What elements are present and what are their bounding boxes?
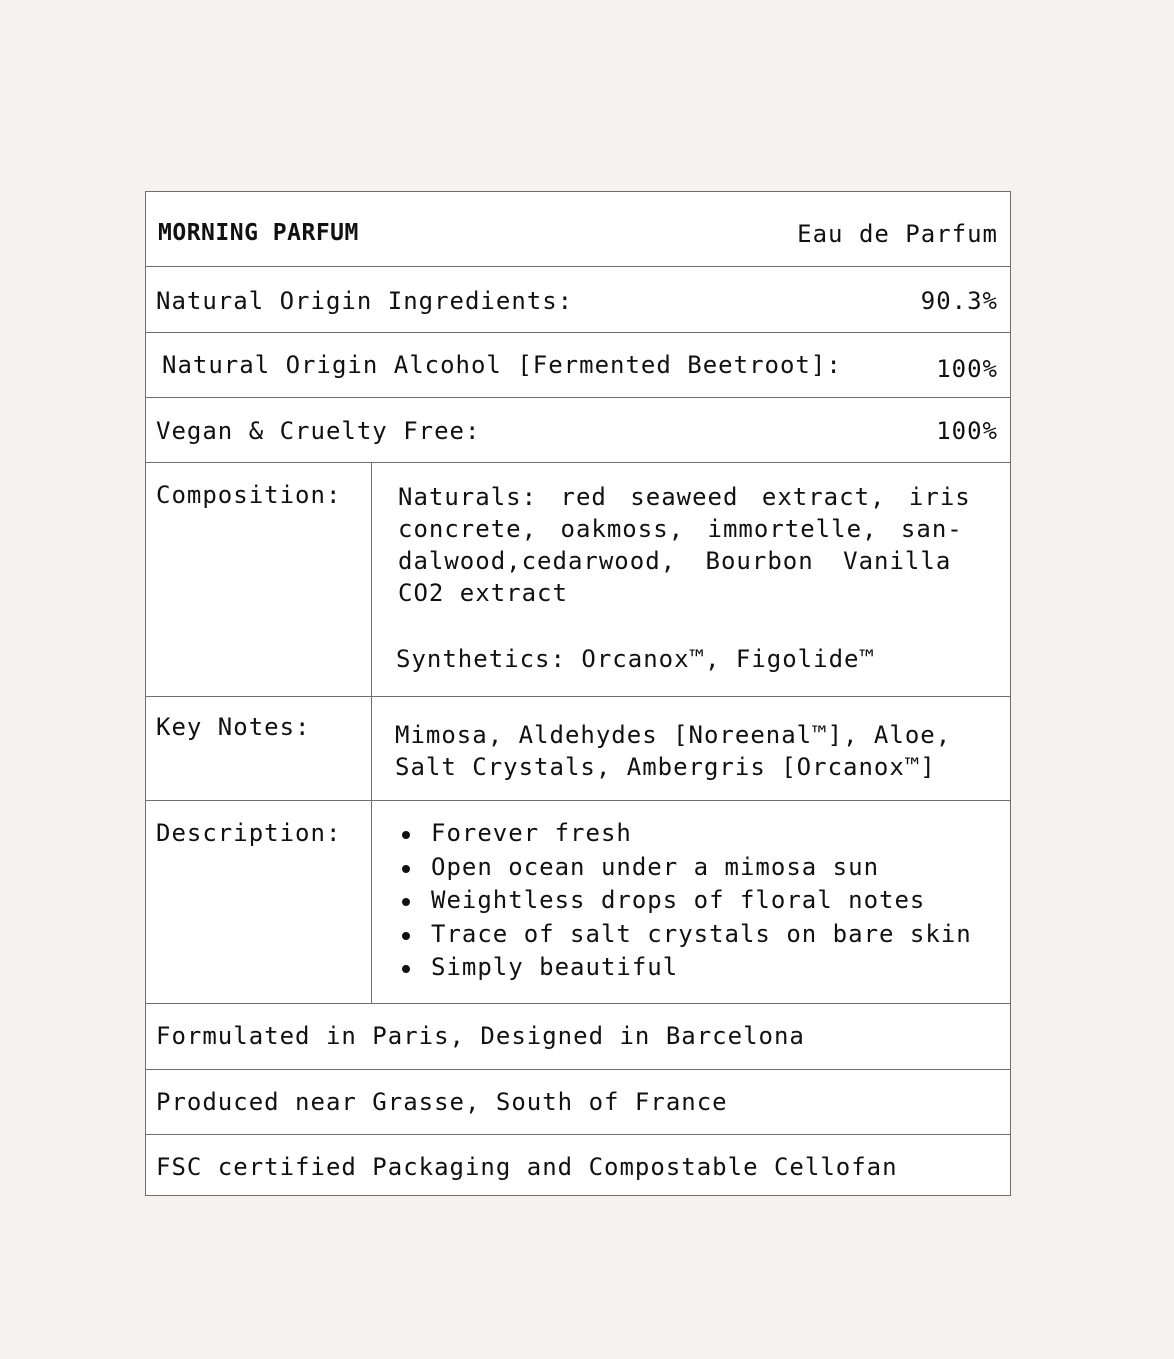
key-notes-line-2: Salt Crystals, Ambergris [Orcanox™] [395,753,936,781]
key-notes-line-1: Mimosa, Aldehydes [Noreenal™], Aloe, [395,721,952,749]
footer-text: Produced near Grasse, South of France [156,1088,728,1116]
composition-row [146,463,1010,697]
header-row [146,192,1010,267]
list-item: Open ocean under a mimosa sun [398,851,972,885]
product-type: Eau de Parfum [797,220,998,248]
naturals-line-3: dalwood,cedarwood, Bourbon Vanilla [398,547,952,575]
footer-text: Formulated in Paris, Designed in Barcelona [156,1022,805,1050]
list-item: Forever fresh [398,817,972,851]
composition-label: Composition: [156,481,342,509]
key-notes-label: Key Notes: [156,713,311,741]
list-item: Trace of salt crystals on bare skin [398,918,972,952]
list-item: Weightless drops of floral notes [398,884,972,918]
description-label: Description: [156,819,342,847]
description-list [398,817,972,985]
fact-row-natural-ingredients [146,267,1010,333]
footer-text: FSC certified Packaging and Compostable Cellofan [156,1153,898,1181]
fact-row-natural-alcohol [146,333,1010,398]
synthetics-text: Synthetics: Orcanox™, Figolide™ [396,645,875,673]
fact-value: 100% [936,417,998,445]
fact-label: Natural Origin Ingredients: [156,287,574,315]
fact-label: Natural Origin Alcohol [Fermented Beetroot]: [162,351,842,379]
column-divider [371,463,372,1004]
fact-label: Vegan & Cruelty Free: [156,417,481,445]
fact-value: 100% [936,355,998,383]
footer-row-formulated [146,1004,1010,1070]
naturals-line-4: CO2 extract [398,579,568,607]
list-item: Simply beautiful [398,951,972,985]
key-notes-row [146,697,1010,801]
fact-row-vegan [146,398,1010,463]
description-row [146,801,1010,1004]
product-name: MORNING PARFUM [158,220,359,246]
footer-row-packaging [146,1135,1010,1197]
footer-row-produced [146,1070,1010,1135]
naturals-line-1: Naturals: red seaweed extract, iris [398,483,971,511]
product-info-card [145,191,1011,1196]
fact-value: 90.3% [920,287,998,315]
naturals-line-2: concrete, oakmoss, immortelle, san- [398,515,963,543]
